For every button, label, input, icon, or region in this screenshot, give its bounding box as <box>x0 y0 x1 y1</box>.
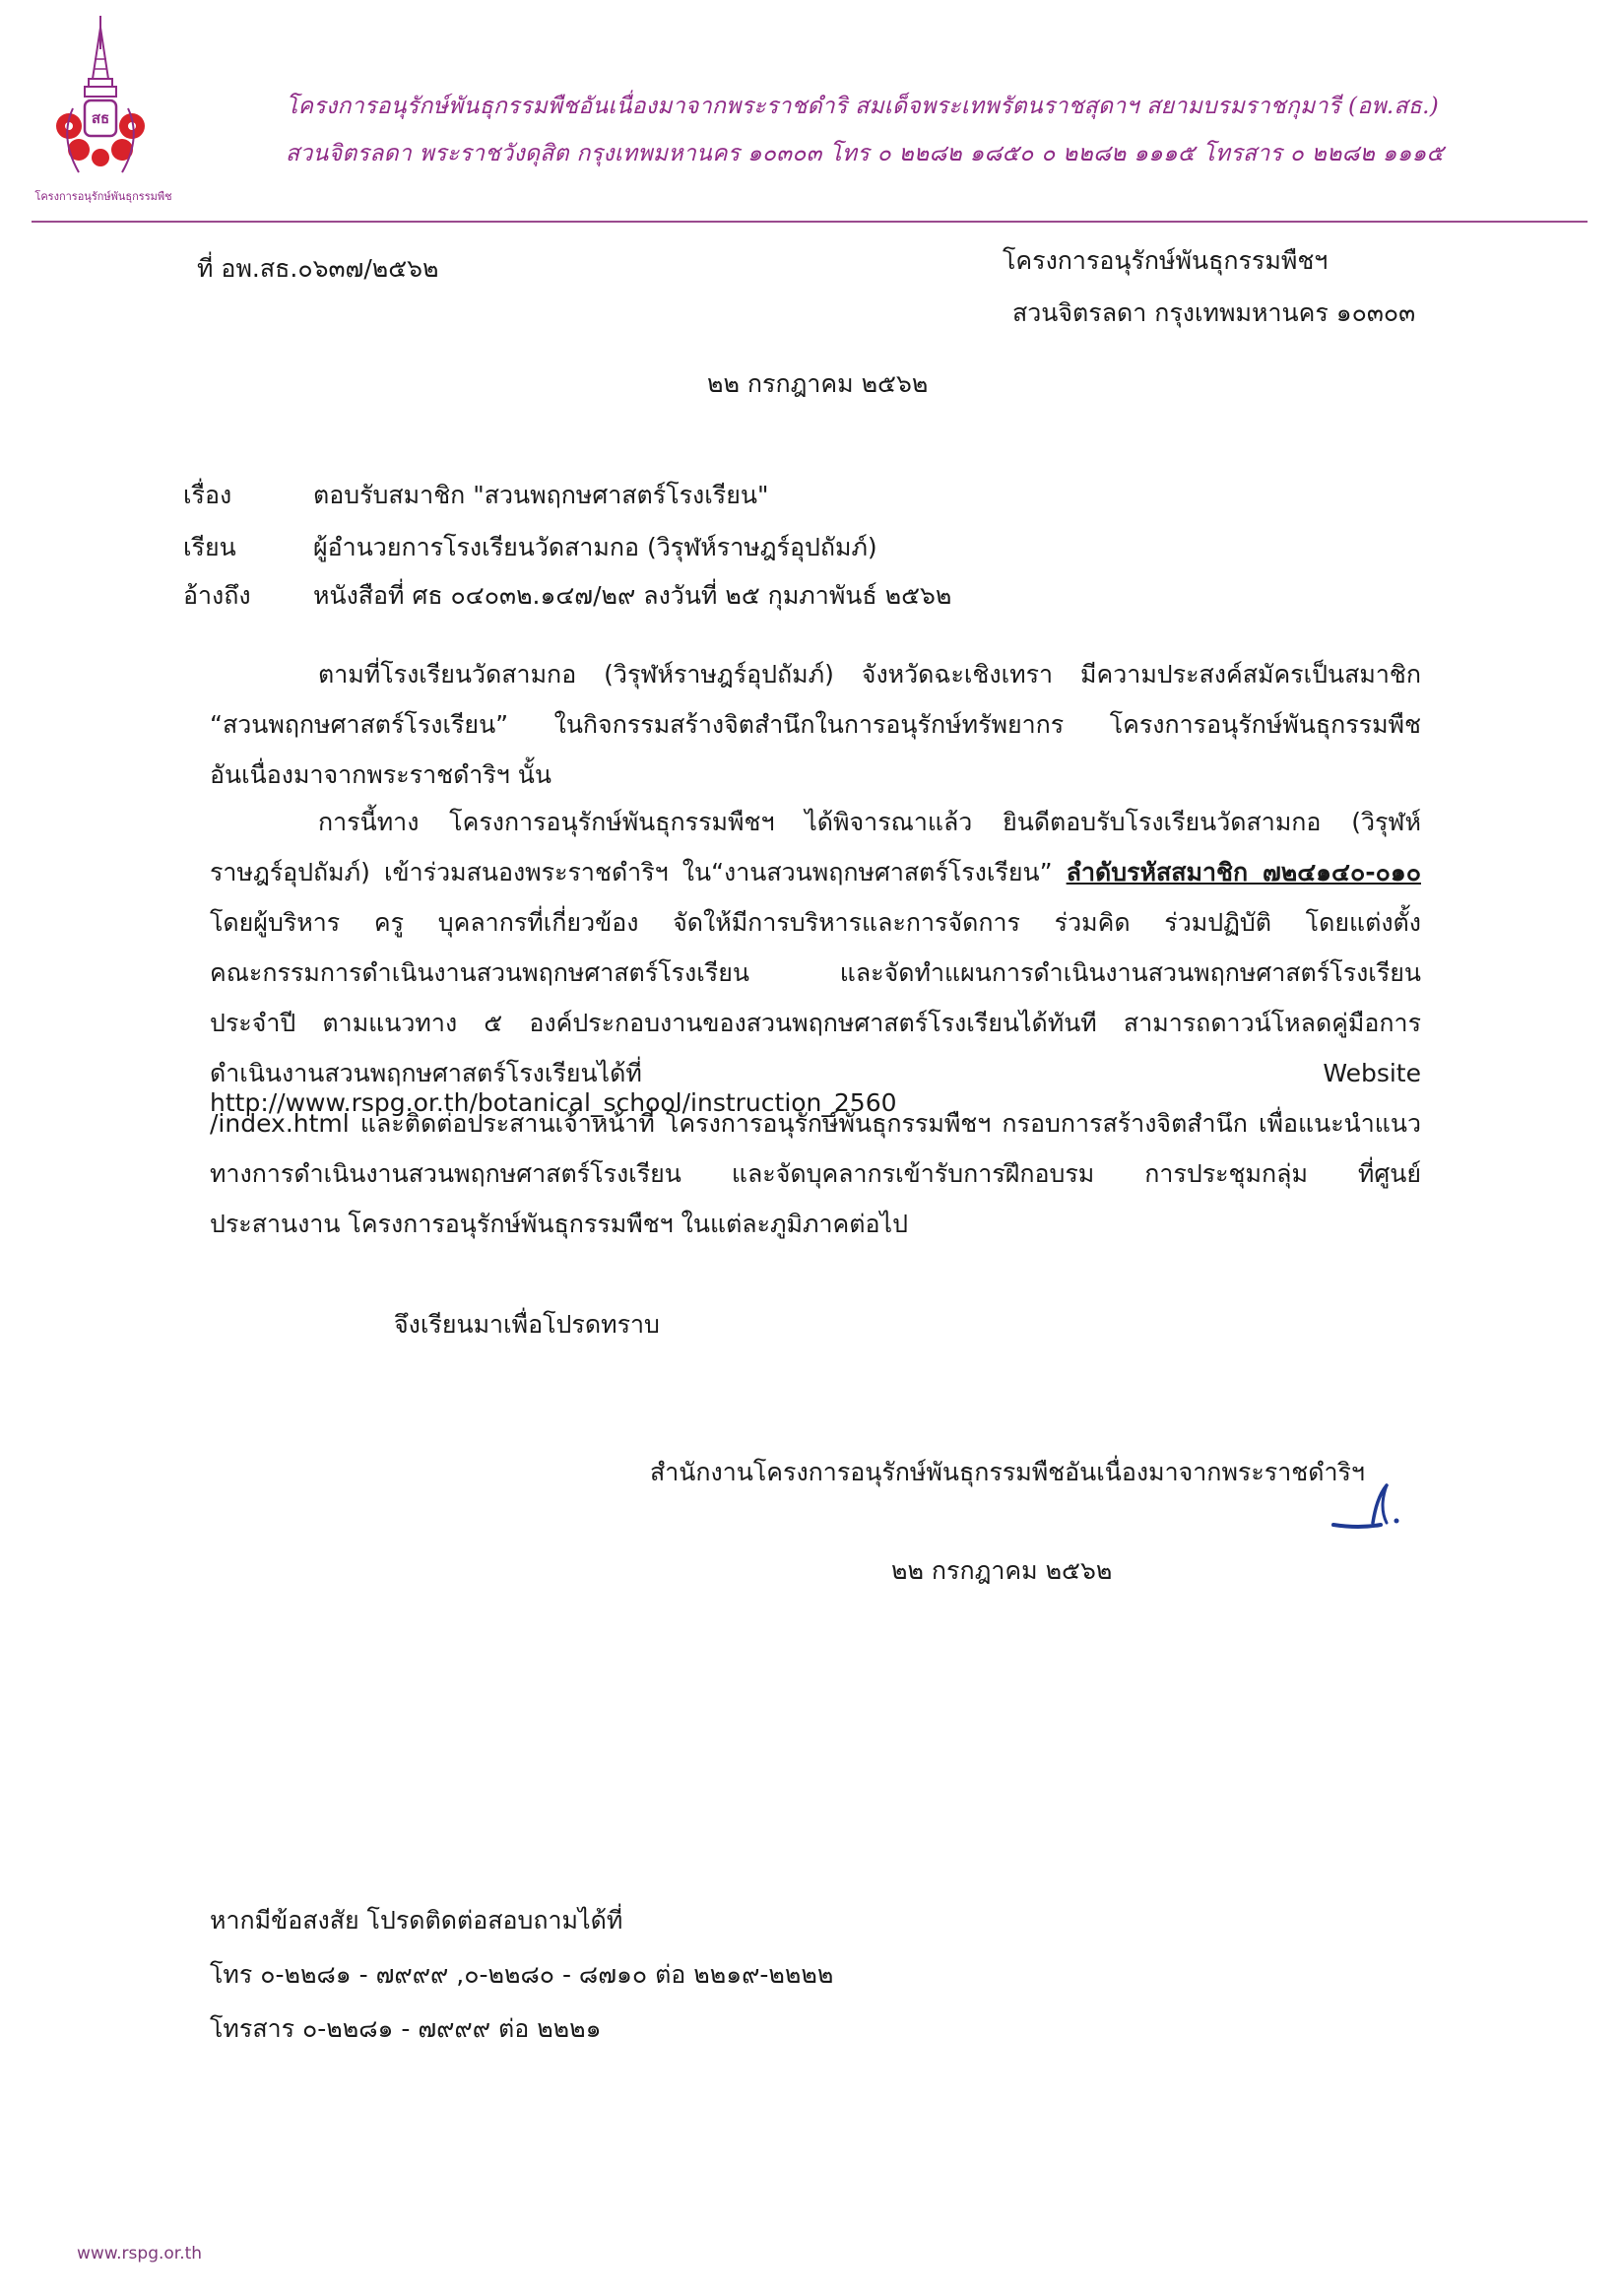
paragraph-2-line-1: การนี้ทาง โครงการอนุรักษ์พันธุกรรมพืชฯ ได้พิจารณาแล้ว ยินดีตอบรับโรงเรียนวัดสามกอ (วิรุฬห์ <box>318 808 1421 836</box>
contact-phone: โทร ๐-๒๒๘๑ - ๗๙๙๙ ,๐-๒๒๘๐ - ๘๗๑๐ ต่อ ๒๒๑๙-๒๒๒๒ <box>210 1960 834 1989</box>
letterhead-divider <box>32 221 1588 223</box>
paragraph-1 <box>210 660 1421 811</box>
logo-caption: โครงการอนุรักษ์พันธุกรรมพืช <box>34 190 172 203</box>
signature-office: สำนักงานโครงการอนุรักษ์พันธุกรรมพืชอันเนื่องมาจากพระราชดำริฯ <box>650 1458 1365 1486</box>
rspg-logo <box>34 10 172 207</box>
paragraph-2-line-2 <box>210 858 1421 908</box>
paragraph-1-line-1: ตามที่โรงเรียนวัดสามกอ (วิรุฬห์ราษฎร์อุปถัมภ์) จังหวัดฉะเชิงเทรา มีความประสงค์สมัครเป็นสมาชิก <box>318 660 1421 689</box>
paragraph-2-line-3: โดยผู้บริหาร ครู บุคลากรที่เกี่ยวข้อง จัดให้มีการบริหารและการจัดการ ร่วมคิด ร่วมปฏิบัติ โดยแต่งตั้ง <box>210 908 1421 937</box>
recipient-value: ผู้อำนวยการโรงเรียนวัดสามกอ (วิรุฬห์ราษฎร์อุปถัมภ์) <box>313 533 877 561</box>
subject-label: เรื่อง <box>183 481 232 509</box>
paragraph-2-line-9: ประสานงาน โครงการอนุรักษ์พันธุกรรมพืชฯ ในแต่ละภูมิภาคต่อไป <box>210 1210 908 1238</box>
paragraph-2-line-6: ดำเนินงานสวนพฤกษศาสตร์โรงเรียนได้ที่ Website http://www.rspg.or.th/botanical_school/instruction_2560 <box>210 1059 1421 1117</box>
sender-line-1: โครงการอนุรักษ์พันธุกรรมพืชฯ <box>1003 246 1329 275</box>
contact-line-1: หากมีข้อสงสัย โปรดติดต่อสอบถามได้ที่ <box>210 1906 623 1935</box>
handwritten-signature-icon <box>1329 1477 1408 1537</box>
signature-mark <box>1329 1477 1408 1541</box>
paragraph-2-line-5: ประจำปี ตามแนวทาง ๕ องค์ประกอบงานของสวนพฤกษศาสตร์โรงเรียนได้ทันที สามารถดาวน์โหลดคู่มือการ <box>210 1009 1421 1037</box>
letterhead-line-1: โครงการอนุรักษ์พันธุกรรมพืชอันเนื่องมาจากพระราชดำริ สมเด็จพระเทพรัตนราชสุดาฯ สยามบรมราชกุมารี (อพ.สธ.) <box>286 94 1440 119</box>
letterhead-line-2: สวนจิตรลดา พระราชวังดุสิต กรุงเทพมหานคร ๑๐๓๐๓ โทร ๐ ๒๒๘๒ ๑๘๕๐ ๐ ๒๒๘๒ ๑๑๑๕ โทรสาร ๐ ๒๒๘๒ ๑๑๑๕ <box>286 141 1445 166</box>
sender-line-2: สวนจิตรลดา กรุงเทพมหานคร ๑๐๓๐๓ <box>1012 298 1416 327</box>
letter-date: ๒๒ กรกฎาคม ๒๕๖๒ <box>707 369 929 398</box>
paragraph-2-line-8: ทางการดำเนินงานสวนพฤกษศาสตร์โรงเรียน และจัดบุคลากรเข้ารับการฝึกอบรม การประชุมกลุ่ม ที่ศูนย์ <box>210 1159 1421 1188</box>
reference-number: ที่ อพ.สธ.๐๖๓๗/๒๕๖๒ <box>197 254 439 283</box>
paragraph-2-line-2-text: ราษฎร์อุปถัมภ์) เข้าร่วมสนองพระราชดำริฯ ใน“งานสวนพฤกษศาสตร์โรงเรียน” <box>210 858 1067 886</box>
footer-url: www.rspg.or.th <box>77 2244 203 2263</box>
logo-emblem-text: สธ <box>91 109 110 127</box>
closing-text: จึงเรียนมาเพื่อโปรดทราบ <box>394 1310 660 1339</box>
paragraph-2-line-7: /index.html และติดต่อประสานเจ้าหน้าที่ โครงการอนุรักษ์พันธุกรรมพืชฯ กรอบการสร้างจิตสำนึก เพื่อแนะนำแนว <box>210 1109 1421 1138</box>
recipient-label: เรียน <box>183 533 236 561</box>
paragraph-2 <box>210 808 1421 1260</box>
paragraph-2-line-4: คณะกรรมการดำเนินงานสวนพฤกษศาสตร์โรงเรียน และจัดทำแผนการดำเนินงานสวนพฤกษศาสตร์โรงเรียน <box>210 958 1421 987</box>
subject-value: ตอบรับสมาชิก "สวนพฤกษศาสตร์โรงเรียน" <box>313 481 769 509</box>
paragraph-1-line-2: “สวนพฤกษศาสตร์โรงเรียน” ในกิจกรรมสร้างจิตสำนึกในการอนุรักษ์ทรัพยากร โครงการอนุรักษ์พันธุกรรมพืช <box>210 710 1421 739</box>
reference-value: หนังสือที่ ศธ ๐๔๐๓๒.๑๔๗/๒๙ ลงวันที่ ๒๕ กุมภาพันธ์ ๒๕๖๒ <box>313 581 952 610</box>
member-code: ลำดับรหัสสมาชิก ๗๒๔๑๔๐-๐๑๐ <box>1066 858 1421 886</box>
signature-date: ๒๒ กรกฎาคม ๒๕๖๒ <box>891 1556 1113 1585</box>
paragraph-1-line-3: อันเนื่องมาจากพระราชดำริฯ นั้น <box>210 760 551 789</box>
reference-label: อ้างถึง <box>183 581 251 610</box>
contact-fax: โทรสาร ๐-๒๒๘๑ - ๗๙๙๙ ต่อ ๒๒๒๑ <box>210 2014 602 2043</box>
